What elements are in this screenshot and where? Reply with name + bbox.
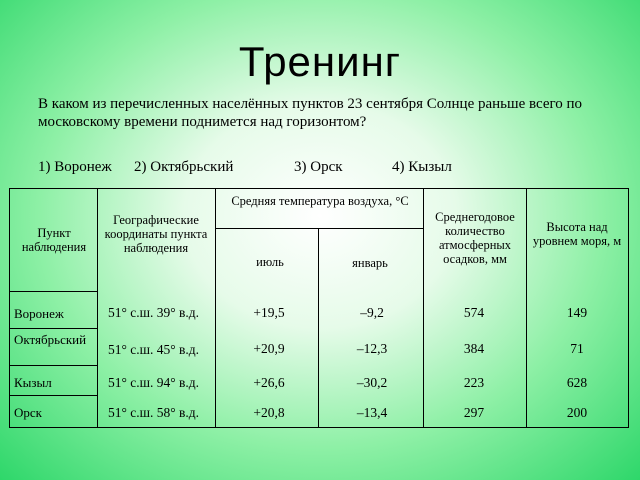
- precipitation-cell: 223: [463, 375, 485, 390]
- column-divider: [423, 188, 424, 428]
- coords-cell: 51° с.ш. 58° в.д.: [108, 405, 200, 420]
- slide-title: Тренинг: [238, 38, 402, 85]
- row-divider: [9, 328, 97, 329]
- altitude-cell: 149: [566, 305, 588, 320]
- answer-option-4: 4) Кызыл: [392, 159, 452, 175]
- row-name-orsk: Орск: [14, 405, 42, 420]
- january-temp-cell: –9,2: [360, 305, 384, 320]
- precipitation-cell: 384: [463, 341, 485, 356]
- july-temp-cell: +20,9: [253, 341, 285, 356]
- row-divider: [9, 365, 97, 366]
- table-border-top: [9, 188, 628, 189]
- row-name-kyzyl: Кызыл: [14, 375, 52, 390]
- answer-option-2: 2) Октябрьский: [134, 159, 234, 175]
- table-border-left: [9, 188, 10, 428]
- column-divider: [318, 228, 319, 428]
- column-divider: [97, 188, 98, 428]
- answer-option-3: 3) Орск: [294, 159, 343, 175]
- precipitation-cell: 297: [463, 405, 485, 420]
- altitude-cell: 200: [566, 405, 588, 420]
- answer-option-1: 1) Воронеж: [38, 159, 112, 175]
- column-divider: [215, 188, 216, 428]
- row-divider: [9, 291, 97, 292]
- january-temp-cell: –13,4: [356, 405, 388, 420]
- july-temp-cell: +20,8: [253, 405, 285, 420]
- row-divider: [9, 395, 97, 396]
- header-july: июль: [256, 255, 284, 269]
- column-divider: [526, 188, 527, 428]
- table-border-right: [628, 188, 629, 428]
- header-point: Пункт наблюдения: [21, 226, 87, 254]
- header-precip: Среднегодовое количество атмосферных осадков, мм: [435, 210, 515, 266]
- question-text: В каком из перечисленных населённых пунктов 23 сентября Солнце раньше всего по московскому времени поднимется над горизонтом?: [38, 96, 583, 130]
- coords-cell: 51° с.ш. 45° в.д.: [108, 342, 200, 357]
- january-temp-cell: –30,2: [356, 375, 388, 390]
- header-temp: Средняя температура воздуха, °С: [231, 194, 409, 208]
- row-name-voronezh: Воронеж: [14, 306, 64, 321]
- header-january: январь: [352, 256, 388, 270]
- july-temp-cell: +19,5: [253, 305, 285, 320]
- precipitation-cell: 574: [463, 305, 485, 320]
- altitude-cell: 628: [566, 375, 588, 390]
- temp-subheader-line: [215, 228, 423, 229]
- altitude-cell: 71: [570, 341, 584, 356]
- header-altitude: Высота над уровнем моря, м: [532, 220, 622, 248]
- january-temp-cell: –12,3: [356, 341, 388, 356]
- row-name-oktyabrsky: Октябрьский: [14, 332, 87, 347]
- july-temp-cell: +26,6: [253, 375, 285, 390]
- header-coords: Географические координаты пункта наблюдения: [104, 213, 208, 255]
- coords-cell: 51° с.ш. 39° в.д.: [108, 305, 200, 320]
- coords-cell: 51° с.ш. 94° в.д.: [108, 375, 200, 390]
